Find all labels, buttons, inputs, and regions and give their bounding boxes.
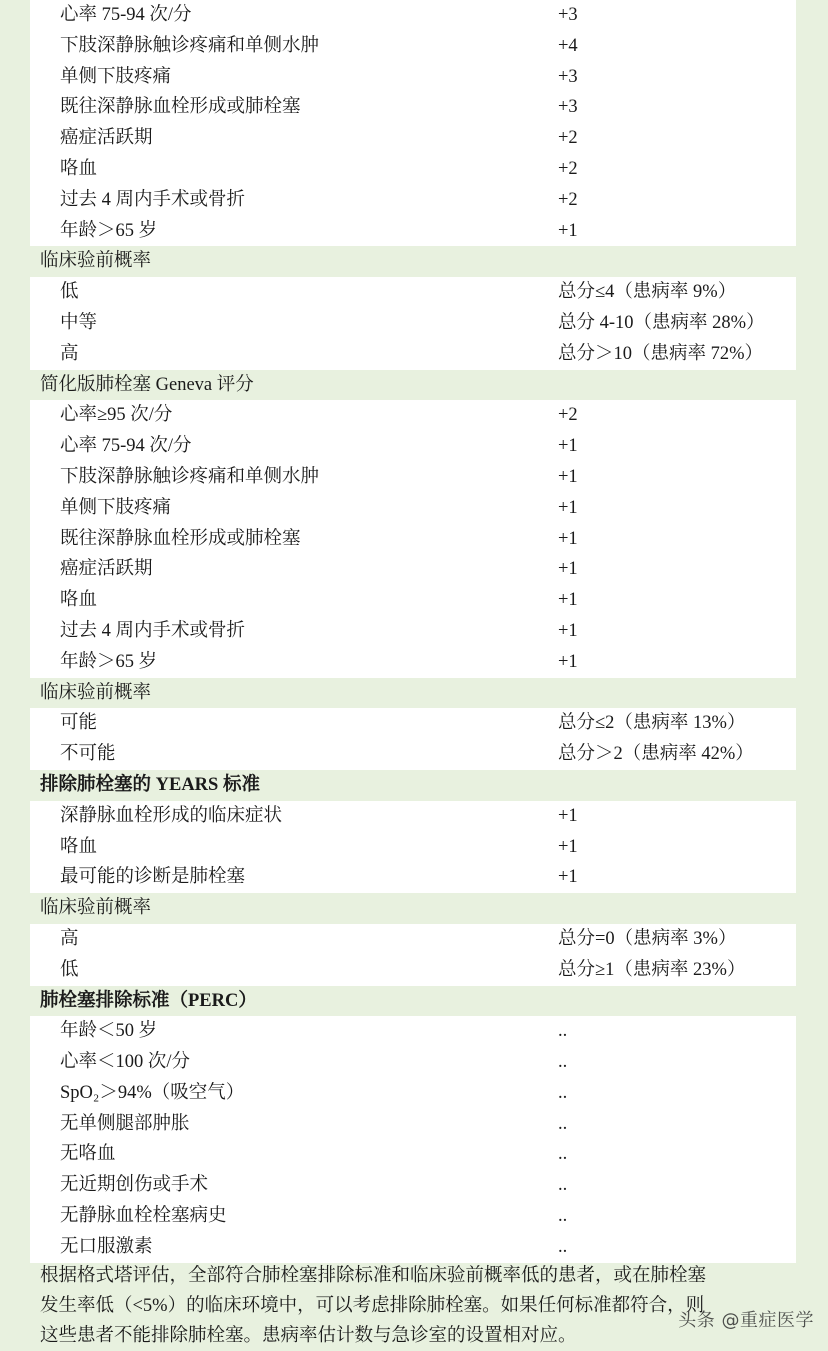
criterion-label: 临床验前概率: [40, 682, 152, 703]
criterion-score: +1: [558, 466, 578, 487]
criterion-label: 深静脉血栓形成的临床症状: [60, 805, 283, 826]
criterion-label: 无静脉血栓栓塞病史: [60, 1206, 227, 1227]
table-row: [30, 339, 796, 370]
criterion-label: 癌症活跃期: [60, 128, 153, 149]
criterion-label: 高: [60, 343, 79, 364]
criterion-score: +1: [558, 867, 578, 888]
criterion-label: SpO₂＞94%（吸空气）: [60, 1082, 245, 1103]
criterion-label: 咯血: [60, 158, 98, 179]
criterion-label: 心率 75-94 次/分: [60, 436, 192, 457]
criterion-score: 总分≥1（患病率 23%）: [558, 959, 746, 980]
criterion-score: ..: [558, 1144, 568, 1165]
footnote-line: 发生率低（<5%）的临床环境中，可以考虑排除肺栓塞。如果任何标准都符合，则: [40, 1296, 705, 1316]
criterion-score: +1: [558, 651, 578, 672]
table-row: [30, 862, 796, 893]
criterion-label: 最可能的诊断是肺栓塞: [60, 867, 246, 888]
table-row: [30, 924, 796, 955]
criterion-score: +3: [558, 5, 578, 25]
section-header: [30, 770, 796, 801]
table-row: [30, 616, 796, 647]
subsection-label: [30, 370, 796, 401]
table-row: [30, 154, 796, 185]
criterion-label: 低: [60, 959, 79, 980]
criterion-label: 单侧下肢疼痛: [60, 66, 172, 87]
table-row: [30, 585, 796, 616]
table-row: [30, 554, 796, 585]
criterion-label: 心率＜100 次/分: [60, 1052, 191, 1073]
criterion-score: +3: [558, 66, 578, 87]
table-row: [30, 832, 796, 863]
criterion-label: 单侧下肢疼痛: [60, 497, 172, 518]
criterion-label: 无单侧腿部肿胀: [60, 1113, 190, 1134]
criterion-label: 临床验前概率: [40, 251, 152, 272]
subsection-label: [30, 678, 796, 709]
criterion-score: 总分＞2（患病率 42%）: [558, 744, 754, 765]
criterion-score: 总分≤2（患病率 13%）: [558, 713, 746, 734]
table-row: [30, 216, 796, 247]
criterion-label: 无口服激素: [60, 1236, 153, 1257]
criterion-score: +1: [558, 836, 578, 857]
table-row: [30, 1201, 796, 1232]
table-row: [30, 524, 796, 555]
table-row: [30, 708, 796, 739]
table-row: [30, 185, 796, 216]
criterion-score: ..: [558, 1236, 568, 1257]
criterion-label: 癌症活跃期: [60, 559, 153, 580]
criterion-label: 简化版肺栓塞 Geneva 评分: [40, 374, 254, 395]
table-row: [30, 955, 796, 986]
table-row: [30, 1139, 796, 1170]
criterion-score: +2: [558, 158, 578, 179]
criterion-score: 总分 4-10（患病率 28%）: [558, 312, 765, 333]
criterion-score: +2: [558, 405, 578, 426]
table-row: [30, 123, 796, 154]
criterion-label: 年龄＞65 岁: [60, 651, 158, 672]
table-row: [30, 647, 796, 678]
subsection-label: [30, 246, 796, 277]
watermark: 头条 @重症医学: [678, 1310, 814, 1331]
criterion-label: 年龄＞65 岁: [60, 220, 158, 241]
table-row: [30, 1109, 796, 1140]
table-row: [30, 92, 796, 123]
table-row: [30, 1170, 796, 1201]
criterion-score: +1: [558, 220, 578, 241]
table-row: [30, 62, 796, 93]
criterion-score: +1: [558, 436, 578, 457]
table-row: [30, 493, 796, 524]
subsection-label: [30, 893, 796, 924]
criterion-score: +2: [558, 128, 578, 149]
criterion-label: 低: [60, 282, 79, 303]
criterion-label: 过去 4 周内手术或骨折: [60, 620, 246, 641]
criterion-label: 年龄＜50 岁: [60, 1021, 158, 1042]
criterion-score: +1: [558, 620, 578, 641]
criterion-label: 咯血: [60, 590, 98, 611]
criterion-score: ..: [558, 1113, 568, 1134]
table-row: [30, 277, 796, 308]
table-row: [30, 739, 796, 770]
criterion-score: +1: [558, 528, 578, 549]
scoring-table: [30, 0, 796, 1263]
table-row: [30, 1047, 796, 1078]
criterion-label: 既往深静脉血栓形成或肺栓塞: [60, 528, 301, 549]
criterion-label: 既往深静脉血栓形成或肺栓塞: [60, 97, 301, 118]
criterion-label: 无咯血: [60, 1144, 116, 1165]
footnote-line: 这些患者不能排除肺栓塞。患病率估计数与急诊室的设置相对应。: [40, 1326, 577, 1346]
criterion-label: 排除肺栓塞的 YEARS 标准: [40, 774, 260, 795]
criterion-label: 心率 75-94 次/分: [60, 5, 192, 25]
footnote-line: 根据格式塔评估，全部符合肺栓塞排除标准和临床验前概率低的患者，或在肺栓塞: [40, 1266, 707, 1286]
table-row: [30, 431, 796, 462]
criterion-label: 过去 4 周内手术或骨折: [60, 189, 246, 210]
table-row: [30, 462, 796, 493]
table-row: [30, 801, 796, 832]
criterion-score: +1: [558, 805, 578, 826]
table-row: [30, 1016, 796, 1047]
criterion-score: +3: [558, 97, 578, 118]
table-row: [30, 308, 796, 339]
criterion-score: +4: [558, 35, 578, 56]
criterion-label: 可能: [60, 713, 98, 734]
section-header: [30, 986, 796, 1017]
criterion-label: 咯血: [60, 836, 98, 857]
criterion-score: ..: [558, 1021, 568, 1042]
criterion-label: 临床验前概率: [40, 898, 152, 919]
criterion-label: 下肢深静脉触诊疼痛和单侧水肿: [60, 466, 320, 487]
criterion-score: +1: [558, 590, 578, 611]
table-row: [30, 400, 796, 431]
criterion-score: +1: [558, 497, 578, 518]
table-row: [30, 1232, 796, 1263]
criterion-score: ..: [558, 1175, 568, 1196]
table-row: [30, 0, 796, 31]
criterion-score: ..: [558, 1082, 568, 1103]
table-row: [30, 31, 796, 62]
table-row: [30, 1078, 796, 1109]
criterion-score: 总分＞10（患病率 72%）: [558, 343, 764, 364]
criterion-label: 高: [60, 928, 79, 949]
criterion-label: 无近期创伤或手术: [60, 1175, 209, 1196]
criterion-score: ..: [558, 1206, 568, 1227]
criterion-score: ..: [558, 1052, 568, 1073]
criterion-label: 心率≥95 次/分: [60, 405, 173, 426]
criterion-score: +1: [558, 559, 578, 580]
criterion-label: 肺栓塞排除标准（PERC）: [40, 990, 257, 1011]
criterion-score: +2: [558, 189, 578, 210]
criterion-score: 总分≤4（患病率 9%）: [558, 282, 737, 303]
criterion-label: 不可能: [60, 744, 116, 765]
criterion-label: 中等: [60, 312, 98, 333]
criterion-score: 总分=0（患病率 3%）: [558, 928, 737, 949]
criterion-label: 下肢深静脉触诊疼痛和单侧水肿: [60, 35, 320, 56]
